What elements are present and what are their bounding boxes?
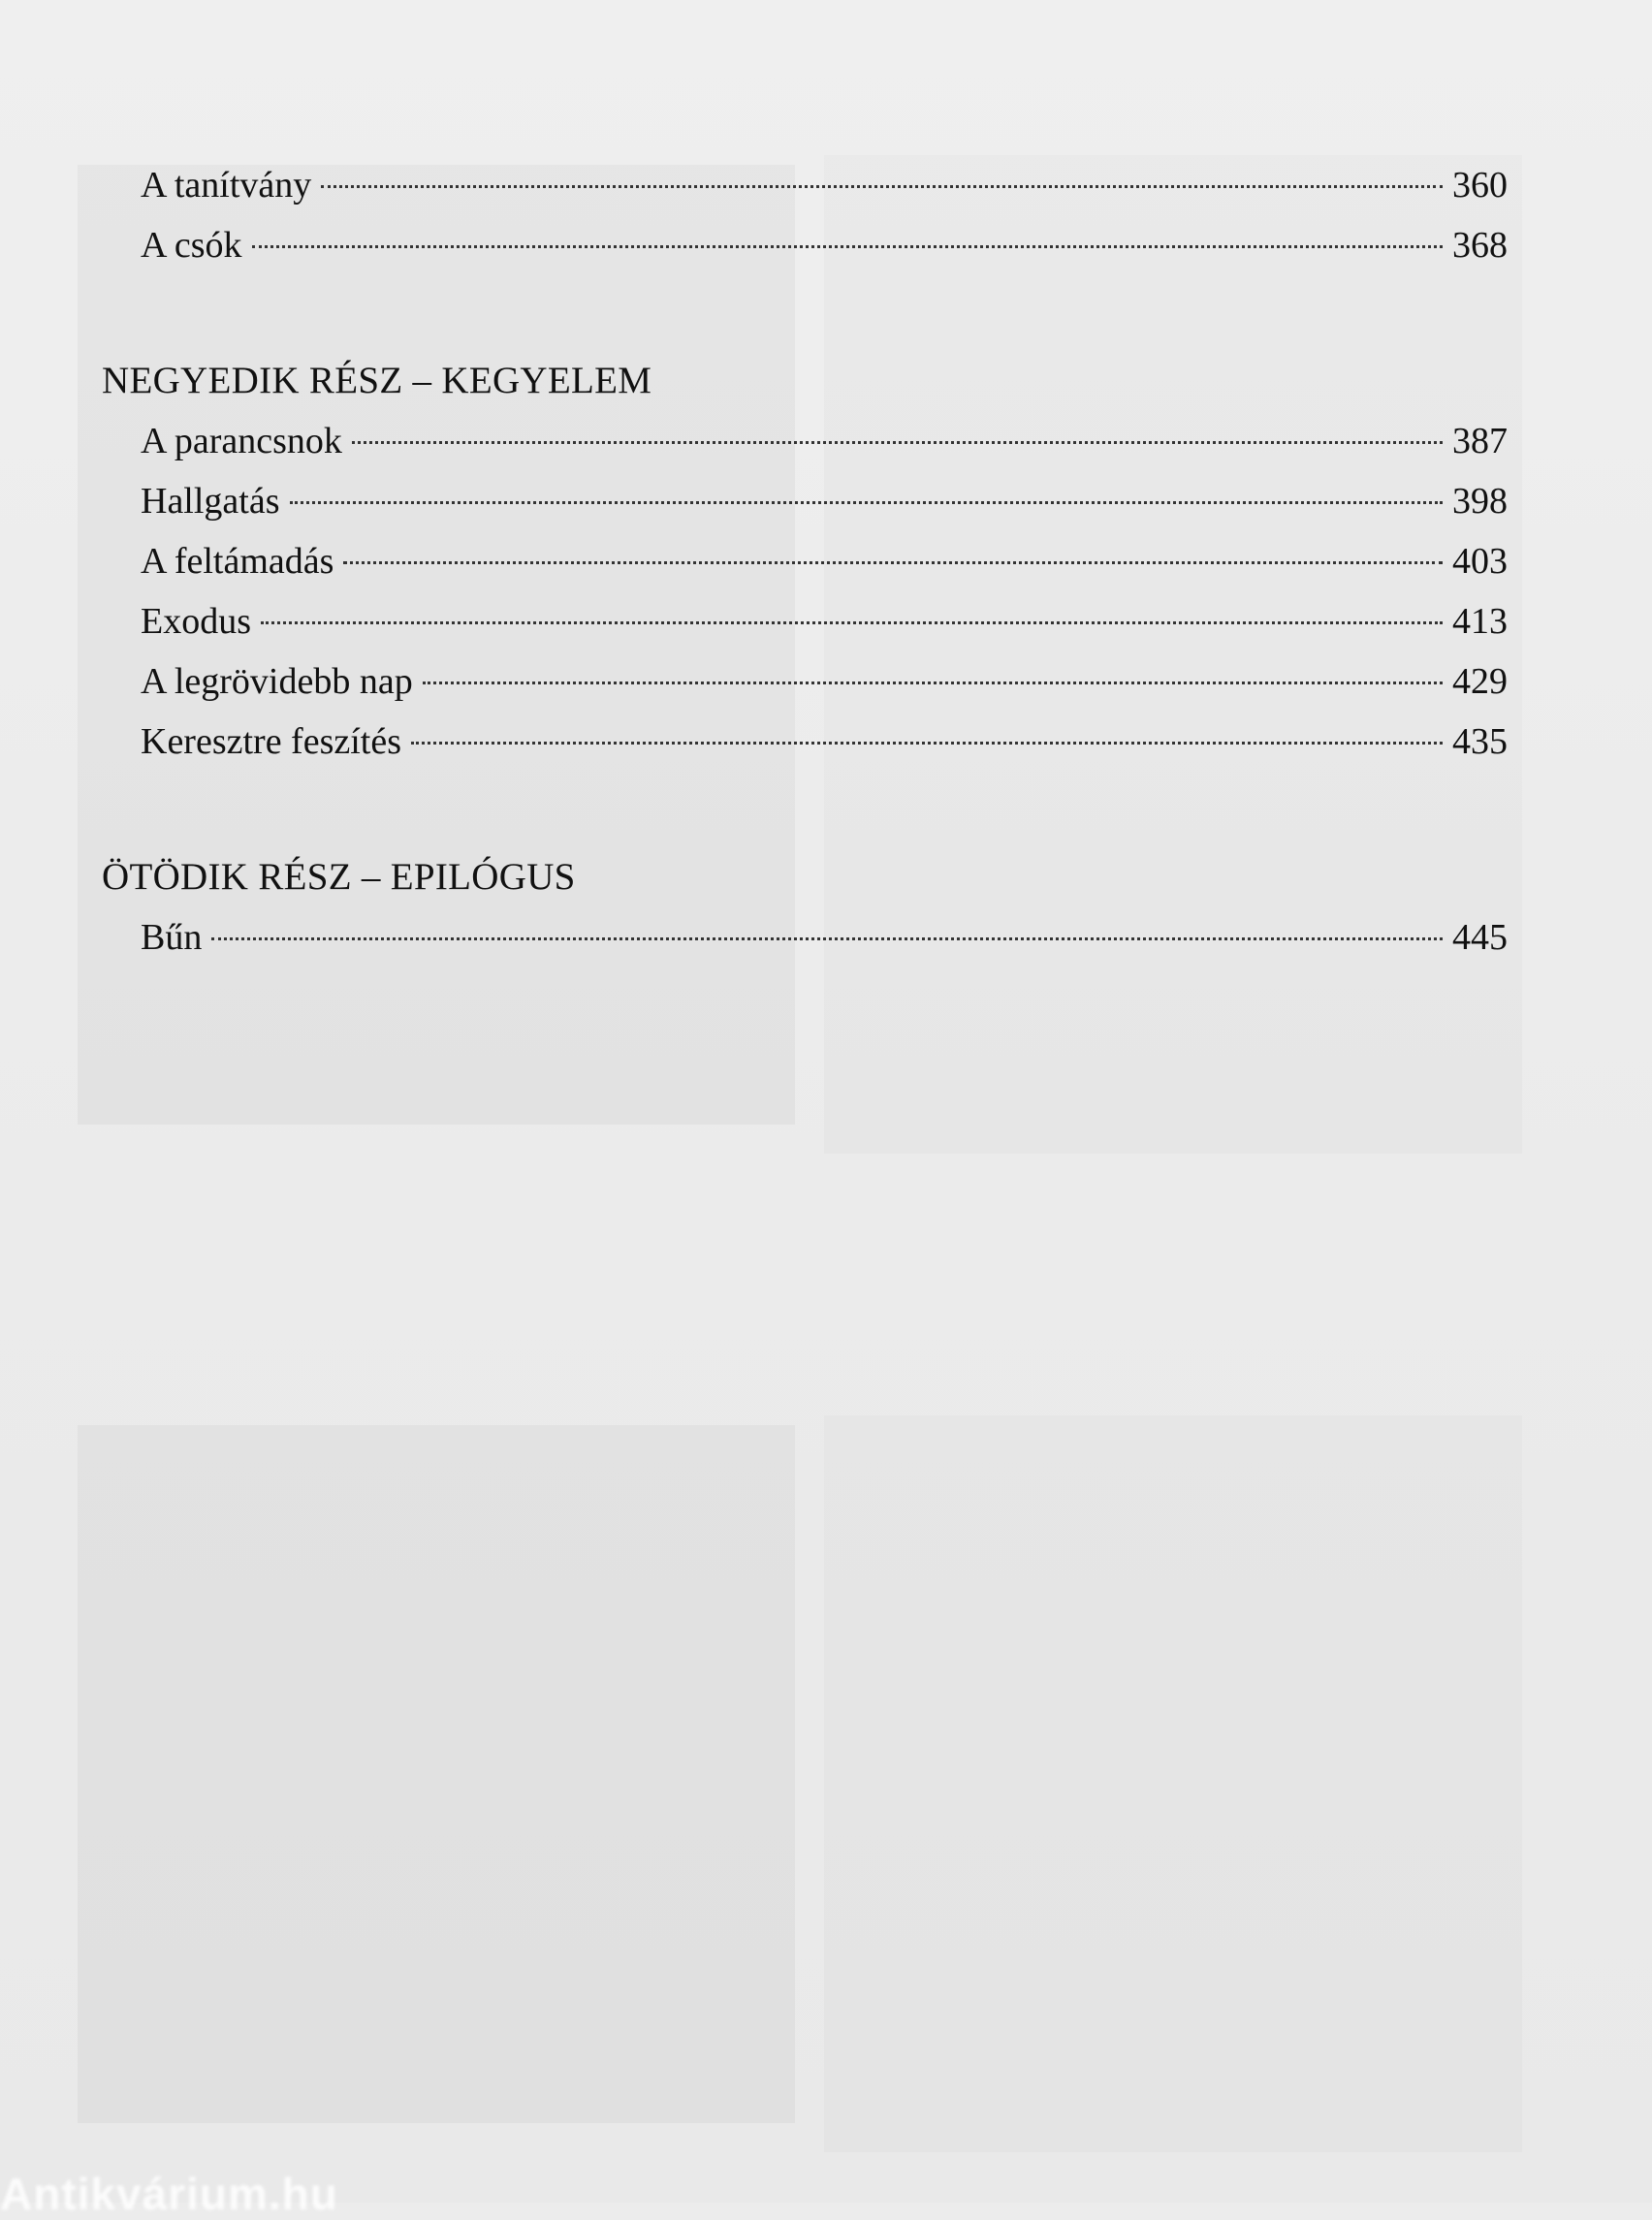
toc-entry-title: Exodus bbox=[141, 601, 251, 642]
toc-entry-page: 360 bbox=[1452, 165, 1508, 206]
toc-entry-page: 368 bbox=[1452, 225, 1508, 266]
dot-leader bbox=[290, 501, 1443, 504]
dot-leader bbox=[261, 621, 1443, 624]
dot-leader bbox=[343, 561, 1443, 564]
toc-entry bbox=[102, 591, 1508, 651]
toc-entry bbox=[102, 215, 1508, 275]
dot-leader bbox=[423, 682, 1443, 684]
dot-leader bbox=[211, 937, 1443, 940]
show-through-right-bottom bbox=[824, 1415, 1522, 2152]
dot-leader bbox=[352, 441, 1443, 444]
toc-section-part-four bbox=[102, 351, 1508, 772]
toc-entry-page: 398 bbox=[1452, 481, 1508, 522]
dot-leader bbox=[252, 245, 1444, 248]
toc-entry-page: 387 bbox=[1452, 421, 1508, 461]
toc-entry-title: A tanítvány bbox=[141, 165, 312, 206]
toc-entry-title: A legrövidebb nap bbox=[141, 661, 413, 702]
toc-section-part-five bbox=[102, 847, 1508, 967]
watermark-text: Antikvárium.hu bbox=[0, 2169, 338, 2219]
toc-entry bbox=[102, 155, 1508, 215]
toc-entry-title: A feltámadás bbox=[141, 541, 334, 582]
toc-entry-title: Hallgatás bbox=[141, 481, 280, 522]
toc-entry bbox=[102, 531, 1508, 591]
dot-leader bbox=[411, 742, 1443, 745]
toc-entry bbox=[102, 712, 1508, 772]
toc-entry bbox=[102, 411, 1508, 471]
section-heading: NEGYEDIK RÉSZ – KEGYELEM bbox=[102, 360, 652, 401]
toc-section-continued bbox=[102, 155, 1508, 275]
toc-entry-title: Keresztre feszítés bbox=[141, 721, 402, 762]
table-of-contents bbox=[102, 155, 1508, 967]
toc-entry bbox=[102, 907, 1508, 967]
toc-entry-title: A parancsnok bbox=[141, 421, 342, 461]
show-through-left-bottom bbox=[78, 1425, 795, 2123]
toc-entry-page: 403 bbox=[1452, 541, 1508, 582]
toc-entry-page: 413 bbox=[1452, 601, 1508, 642]
toc-entry-page: 435 bbox=[1452, 721, 1508, 762]
section-heading: ÖTÖDIK RÉSZ – EPILÓGUS bbox=[102, 856, 576, 898]
toc-entry-title: Bűn bbox=[141, 917, 203, 958]
toc-entry bbox=[102, 651, 1508, 712]
toc-entry bbox=[102, 471, 1508, 531]
toc-entry-title: A csók bbox=[141, 225, 242, 266]
dot-leader bbox=[321, 185, 1443, 188]
toc-entry-page: 429 bbox=[1452, 661, 1508, 702]
toc-entry-page: 445 bbox=[1452, 917, 1508, 958]
